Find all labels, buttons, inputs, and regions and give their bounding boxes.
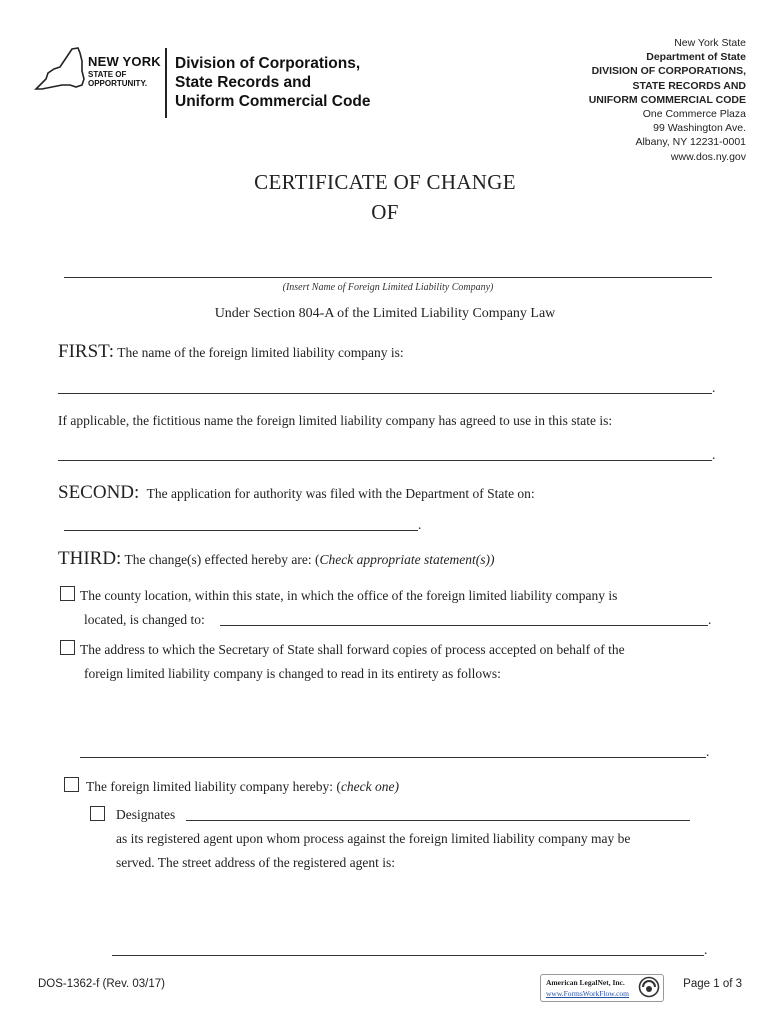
hereby-text-italic: check one) xyxy=(340,779,400,794)
second-text: The application for authority was filed with the Department of State on: xyxy=(146,486,535,501)
new-york-state-map-icon xyxy=(32,45,88,93)
period: . xyxy=(708,612,712,627)
division-name xyxy=(175,54,371,111)
registered-agent-name-input-line[interactable] xyxy=(186,820,690,821)
logo-divider xyxy=(165,48,167,118)
process-address-input-line[interactable] xyxy=(80,757,706,758)
logo-sub-line-1: STATE OF xyxy=(88,70,127,79)
first-label: FIRST: xyxy=(58,341,115,362)
designates-label: Designates xyxy=(116,807,176,822)
page-number: Page 1 of 3 xyxy=(683,978,742,990)
agent-text-1: as its registered agent upon whom process against the foreign limited liability company may be xyxy=(116,831,631,846)
address-line-3: DIVISION OF CORPORATIONS, xyxy=(591,65,746,78)
period: . xyxy=(712,447,716,462)
county-change-text-1: The county location, within this state, in which the office of the foreign limited liability company is xyxy=(80,588,618,603)
third-text: The change(s) effected hereby are: ( xyxy=(124,552,320,567)
division-line-2: State Records and xyxy=(175,74,312,91)
address-line-7: 99 Washington Ave. xyxy=(653,122,746,135)
fictitious-name-text: If applicable, the fictitious name the foreign limited liability company has agreed to use in this state is: xyxy=(58,413,613,428)
third-label: THIRD: xyxy=(58,548,122,569)
address-line-6: One Commerce Plaza xyxy=(642,108,746,121)
company-name-caption: (Insert Name of Foreign Limited Liability Company) xyxy=(282,282,494,293)
third-section xyxy=(58,550,494,568)
company-name-input-line[interactable] xyxy=(58,393,712,394)
designates-checkbox[interactable] xyxy=(90,806,105,821)
period: . xyxy=(712,380,716,395)
badge-website-link[interactable]: www.FormsWorkFlow.com xyxy=(546,989,630,998)
agent-text-2: served. The street address of the registered agent is: xyxy=(116,855,396,870)
hereby-text-main: The foreign limited liability company hereby: ( xyxy=(86,779,341,794)
third-text-italic: Check appropriate statement(s)) xyxy=(319,552,495,567)
division-line-1: Division of Corporations, xyxy=(175,55,361,72)
logo-subtitle xyxy=(88,71,147,88)
address-line-8: Albany, NY 12231-0001 xyxy=(635,136,746,149)
process-address-text-2: foreign limited liability company is changed to read in its entirety as follows: xyxy=(84,666,501,681)
first-section xyxy=(58,343,404,361)
department-address xyxy=(589,36,746,164)
address-line-2: Department of State xyxy=(646,51,746,64)
county-input-line[interactable] xyxy=(220,625,708,626)
division-line-3: Uniform Commercial Code xyxy=(175,93,371,110)
period: . xyxy=(706,744,710,759)
address-website: www.dos.ny.gov xyxy=(670,150,746,163)
period: . xyxy=(704,942,708,957)
agent-address-input-line[interactable] xyxy=(112,955,704,956)
address-line-5: UNIFORM COMMERCIAL CODE xyxy=(588,93,746,106)
second-section xyxy=(58,484,535,502)
address-line-4: STATE RECORDS AND xyxy=(632,79,746,92)
process-address-checkbox[interactable] xyxy=(60,640,75,655)
legalnet-logo-icon xyxy=(638,976,660,998)
registered-agent-checkbox[interactable] xyxy=(64,777,79,792)
document-title: CERTIFICATE OF CHANGE xyxy=(254,170,516,194)
hereby-text xyxy=(86,778,399,795)
period: . xyxy=(418,517,422,532)
form-id: DOS-1362-f (Rev. 03/17) xyxy=(38,978,165,990)
under-section-text: Under Section 804-A of the Limited Liability Company Law xyxy=(214,306,556,321)
fictitious-name-input-line[interactable] xyxy=(58,460,712,461)
filing-date-input-line[interactable] xyxy=(64,530,418,531)
process-address-text-1: The address to which the Secretary of State shall forward copies of process accepted on behalf of the xyxy=(80,642,625,657)
county-change-text-2: located, is changed to: xyxy=(84,612,205,627)
address-line-1: New York State xyxy=(674,37,746,49)
company-name-field[interactable] xyxy=(64,277,712,278)
second-label: SECOND: xyxy=(58,482,140,503)
county-change-checkbox[interactable] xyxy=(60,586,75,601)
logo-title: NEW YORK xyxy=(88,54,161,69)
badge-company: American LegalNet, Inc. xyxy=(546,978,625,987)
first-text: The name of the foreign limited liability company is: xyxy=(117,345,404,360)
logo-sub-line-2: OPPORTUNITY. xyxy=(88,78,148,88)
document-title-of: OF xyxy=(371,200,399,224)
